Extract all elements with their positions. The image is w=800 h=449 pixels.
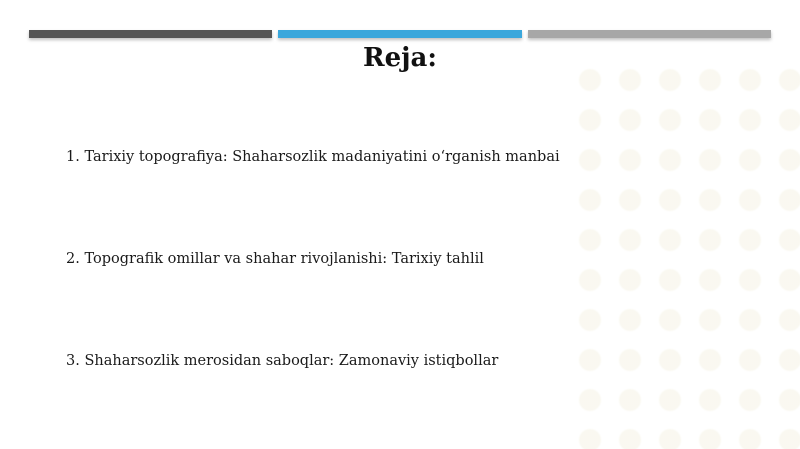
slide-title: Reja: <box>362 43 437 73</box>
header-bar-gray <box>528 30 771 38</box>
background-pattern <box>570 60 800 449</box>
plan-item-2: 2. Topografik omillar va shahar rivojlanishi: Tarixiy tahlil <box>66 251 484 267</box>
header-bar-blue <box>278 30 522 38</box>
header-bar-dark <box>29 30 272 38</box>
plan-item-3: 3. Shaharsozlik merosidan saboqlar: Zamonaviy istiqbollar <box>66 353 499 369</box>
plan-item-1: 1. Tarixiy topografiya: Shaharsozlik madaniyatini o‘rganish manbai <box>66 149 560 165</box>
